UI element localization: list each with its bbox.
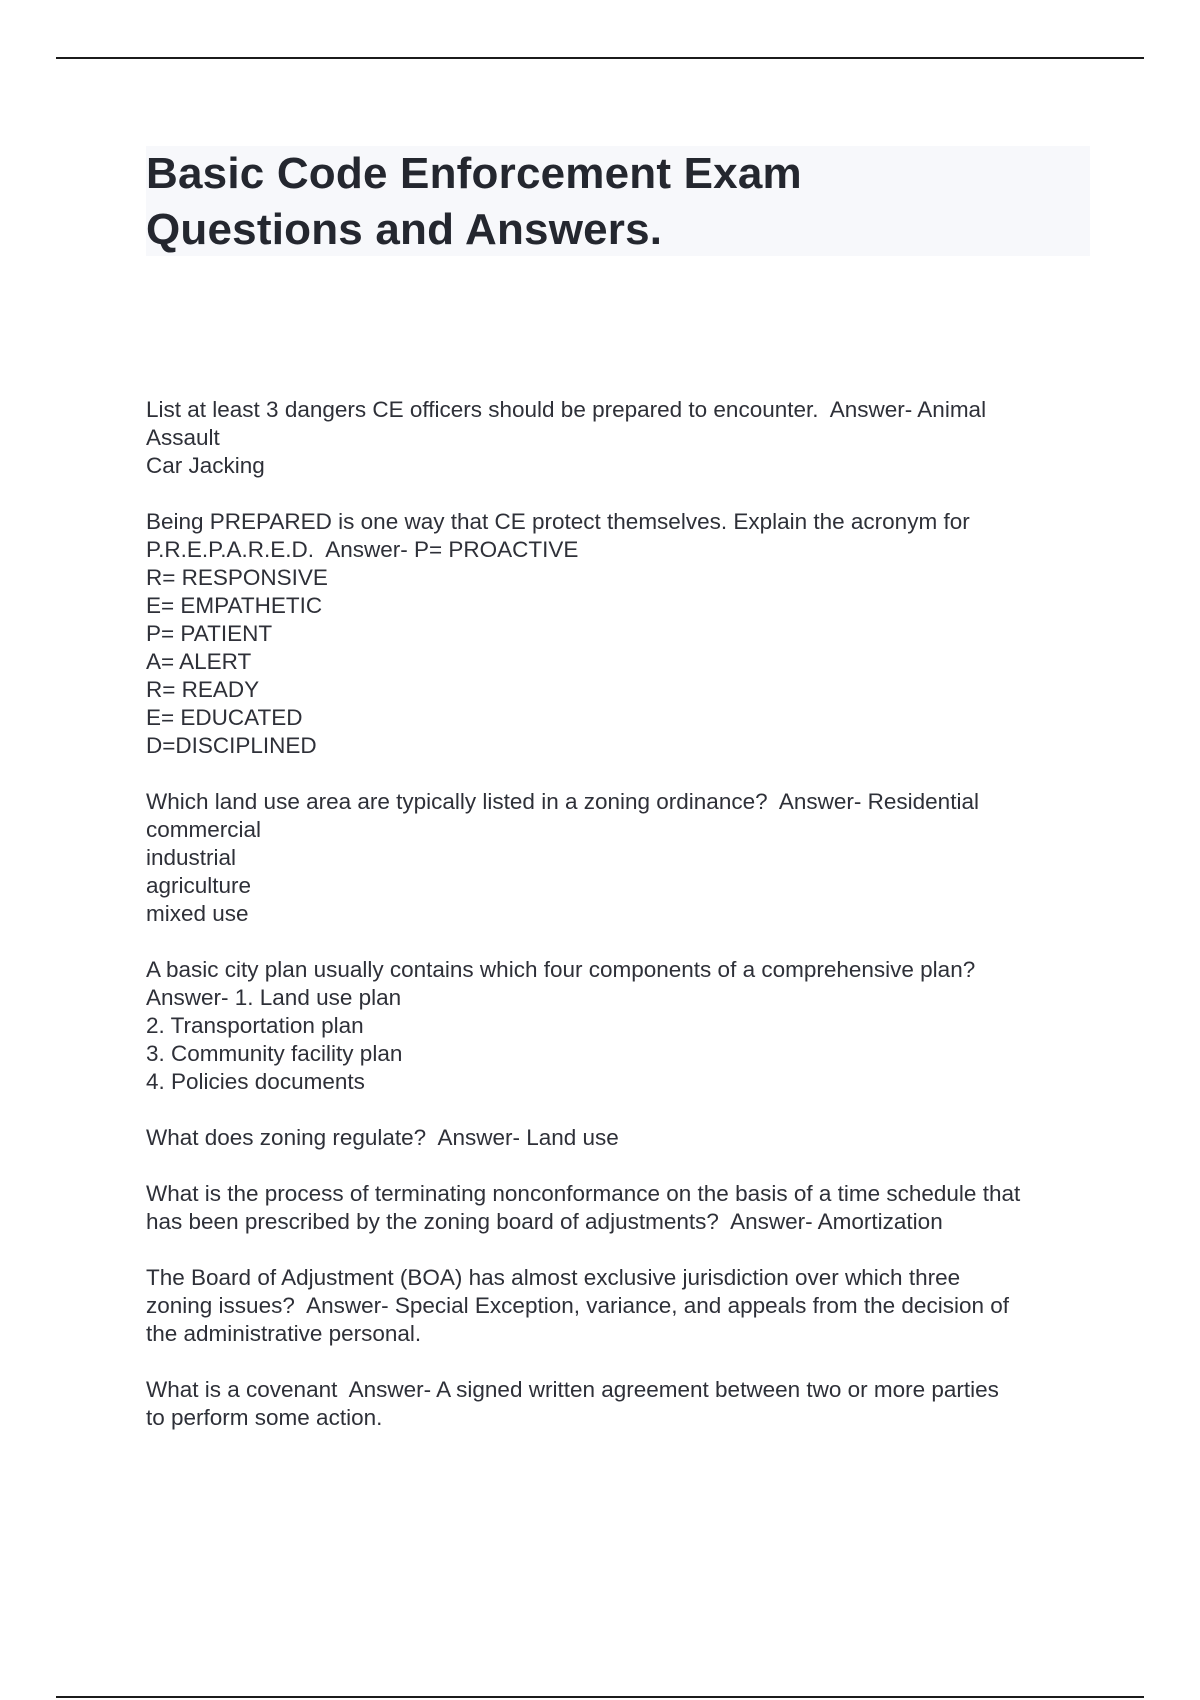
qa-item-prepared xyxy=(146,508,1096,760)
qa-line: has been prescribed by the zoning board of adjustments? Answer- Amortization xyxy=(146,1209,943,1234)
qa-line: the administrative personal. xyxy=(146,1321,422,1346)
qa-line: Car Jacking xyxy=(146,453,265,478)
qa-line: E= EDUCATED xyxy=(146,705,303,730)
top-rule xyxy=(56,57,1144,59)
qa-line: P.R.E.P.A.R.E.D. Answer- P= PROACTIVE xyxy=(146,537,579,562)
qa-line: D=DISCIPLINED xyxy=(146,733,317,758)
qa-item-land-use xyxy=(146,788,1096,928)
qa-line: R= RESPONSIVE xyxy=(146,565,328,590)
qa-line: What is the process of terminating nonconformance on the basis of a time schedule that xyxy=(146,1181,1021,1206)
qa-item-boa xyxy=(146,1264,1096,1348)
qa-item-city-plan xyxy=(146,956,1096,1096)
qa-line: Answer- 1. Land use plan xyxy=(146,985,402,1010)
qa-line: 3. Community facility plan xyxy=(146,1041,403,1066)
qa-line: zoning issues? Answer- Special Exception, variance, and appeals from the decision of xyxy=(146,1293,1009,1318)
title-line: Basic Code Enforcement Exam xyxy=(146,149,802,198)
qa-line: commercial xyxy=(146,817,262,842)
qa-item-covenant xyxy=(146,1376,1096,1432)
qa-item-zoning xyxy=(146,1124,1096,1152)
qa-line: mixed use xyxy=(146,901,249,926)
page-title xyxy=(146,146,1090,258)
qa-line: agriculture xyxy=(146,873,252,898)
qa-line: 4. Policies documents xyxy=(146,1069,365,1094)
qa-item-amortization xyxy=(146,1180,1096,1236)
qa-item-dangers xyxy=(146,396,1096,480)
qa-line: What does zoning regulate? Answer- Land use xyxy=(146,1125,619,1150)
qa-line: What is a covenant Answer- A signed written agreement between two or more parties xyxy=(146,1377,999,1402)
qa-line: industrial xyxy=(146,845,237,870)
title-line: Questions and Answers. xyxy=(146,205,663,254)
bottom-rule xyxy=(56,1696,1144,1698)
title-block xyxy=(146,146,1090,256)
qa-line: Assault xyxy=(146,425,220,450)
qa-line: E= EMPATHETIC xyxy=(146,593,323,618)
qa-line: R= READY xyxy=(146,677,260,702)
qa-line: Which land use area are typically listed in a zoning ordinance? Answer- Residential xyxy=(146,789,979,814)
qa-line: The Board of Adjustment (BOA) has almost exclusive jurisdiction over which three xyxy=(146,1265,961,1290)
qa-line: A basic city plan usually contains which four components of a comprehensive plan? xyxy=(146,957,976,982)
qa-line: List at least 3 dangers CE officers should be prepared to encounter. Answer- Animal xyxy=(146,397,987,422)
qa-line: 2. Transportation plan xyxy=(146,1013,364,1038)
qa-line: P= PATIENT xyxy=(146,621,273,646)
qa-line: A= ALERT xyxy=(146,649,252,674)
qa-list xyxy=(146,396,1096,1432)
qa-line: Being PREPARED is one way that CE protect themselves. Explain the acronym for xyxy=(146,509,970,534)
qa-line: to perform some action. xyxy=(146,1405,383,1430)
